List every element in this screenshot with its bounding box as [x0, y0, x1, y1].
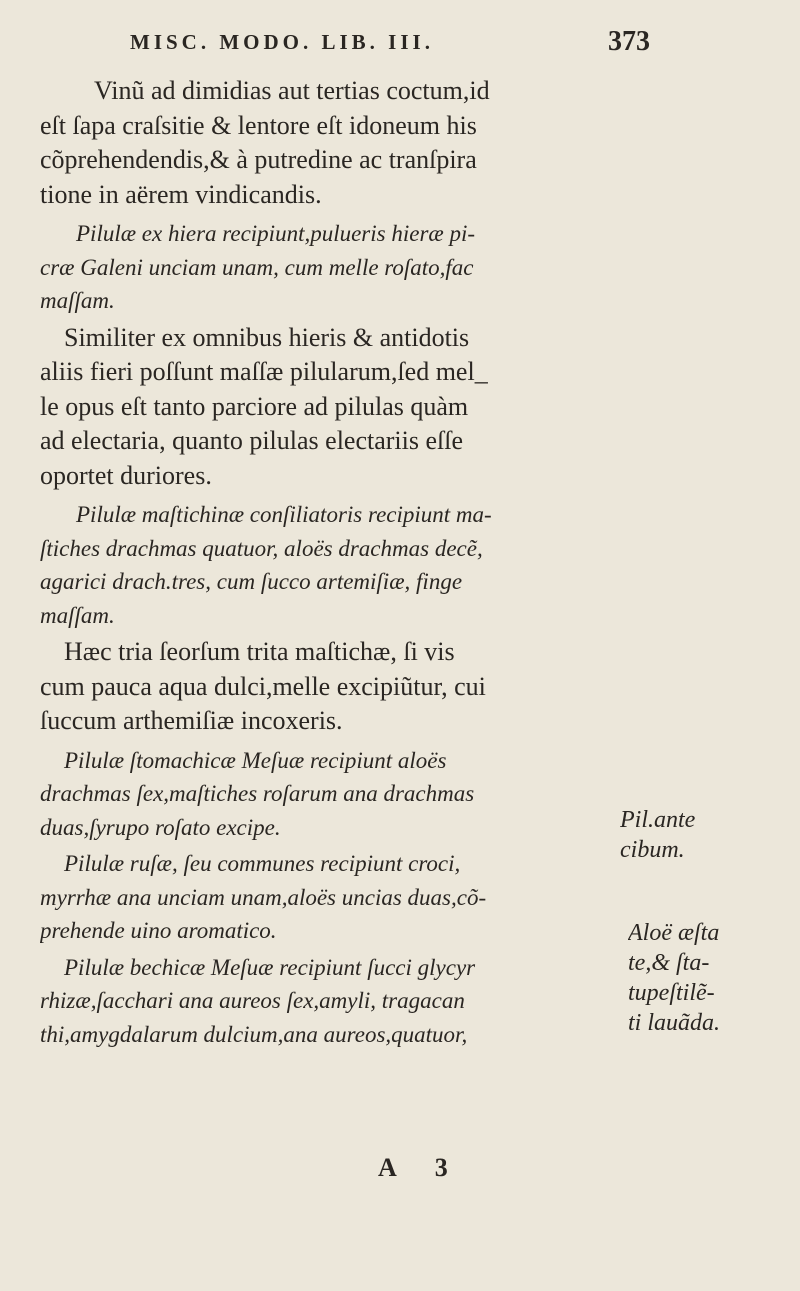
paragraph-pilulae-rufae — [40, 847, 610, 948]
text-line: maſſam. — [40, 288, 115, 313]
text-line: rhizæ,ſacchari ana aureos ſex,amyli, tragacan — [40, 988, 465, 1013]
main-text — [40, 74, 610, 1051]
text-line: Pilulæ ex hiera recipiunt,pulueris hieræ pi- — [76, 221, 476, 246]
margin-note-line: Pil.ante — [620, 807, 696, 833]
text-line: eſt ſapa craſsitie & lentore eſt idoneum his — [40, 110, 477, 140]
page-header — [130, 26, 650, 62]
text-line: Pilulæ maſtichinæ conſiliatoris recipiunt ma- — [76, 502, 492, 527]
text-line: drachmas ſex,maſtiches roſarum ana drachmas — [40, 781, 475, 806]
text-line: cum pauca aqua dulci,melle excipiũtur, cui — [40, 671, 486, 701]
signature-letter: A — [378, 1153, 403, 1182]
text-line: cõprehendendis,& à putredine ac tranſpira — [40, 145, 477, 174]
text-line: tione in aërem vindicandis. — [40, 179, 322, 209]
paragraph-pilulae-hiera — [40, 217, 610, 318]
text-line: Pilulæ bechicæ Meſuæ recipiunt ſucci glycyr — [64, 954, 476, 980]
text-line: Pilulæ ruſæ, ſeu communes recipiunt croci, — [64, 851, 461, 876]
text-line: oportet duriores. — [40, 460, 212, 490]
text-line: Similiter ex omnibus hieris & antidotis — [64, 322, 470, 352]
paragraph-vinum — [40, 74, 610, 212]
text-line: Hæc tria ſeorſum trita maſtichæ, ſi vis — [64, 637, 455, 666]
text-line: Pilulæ ſtomachicæ Meſuæ recipiunt aloës — [64, 747, 447, 773]
margin-note-aloe — [628, 918, 720, 1038]
text-line: myrrhæ ana unciam unam,aloës uncias duas,cõ- — [40, 884, 487, 910]
paragraph-pilulae-stomachicae — [40, 744, 610, 845]
text-line: cræ Galeni unciam unam, cum melle roſato,fac — [40, 254, 474, 280]
margin-note-line: te,& ſta- — [628, 950, 710, 976]
text-line: ad electaria, quanto pilulas electariis eſſe — [40, 426, 464, 455]
signature-number: 3 — [434, 1153, 454, 1182]
text-line: ſtiches drachmas quatuor, aloës drachmas decẽ, — [40, 535, 483, 561]
text-line: Vinũ ad dimidias aut tertias coctum,id — [94, 76, 490, 105]
page-number: 373 — [608, 26, 650, 57]
margin-note-line: ti lauãda. — [628, 1010, 721, 1036]
text-line: thi,amygdalarum dulcium,ana aureos,quatuor, — [40, 1021, 468, 1047]
text-line: le opus eſt tanto parciore ad pilulas quàm — [40, 391, 469, 421]
text-line: ſuccum arthemiſiæ incoxeris. — [40, 706, 343, 735]
margin-note-line: Aloë æſta — [628, 920, 720, 946]
margin-note-line: cibum. — [620, 837, 685, 863]
text-line: aliis fieri poſſunt maſſæ pilularum,ſed mel_ — [40, 357, 488, 386]
text-line: duas,ſyrupo roſato excipe. — [40, 814, 281, 840]
paragraph-pilulae-mastichinae — [40, 498, 610, 632]
paragraph-haec-tria — [40, 635, 610, 739]
margin-note-line: tupeſtilẽ- — [628, 980, 715, 1006]
margin-note-ante-cibum — [620, 805, 695, 865]
paragraph-pilulae-bechicae — [40, 951, 610, 1052]
signature-mark — [378, 1153, 486, 1183]
paragraph-similiter — [40, 321, 610, 494]
running-head: MISC. MODO. LIB. III. — [130, 30, 434, 54]
text-line: maſſam. — [40, 602, 115, 628]
text-line: prehende uino aromatico. — [40, 918, 277, 943]
text-line: agarici drach.tres, cum ſucco artemiſiæ, finge — [40, 569, 463, 594]
